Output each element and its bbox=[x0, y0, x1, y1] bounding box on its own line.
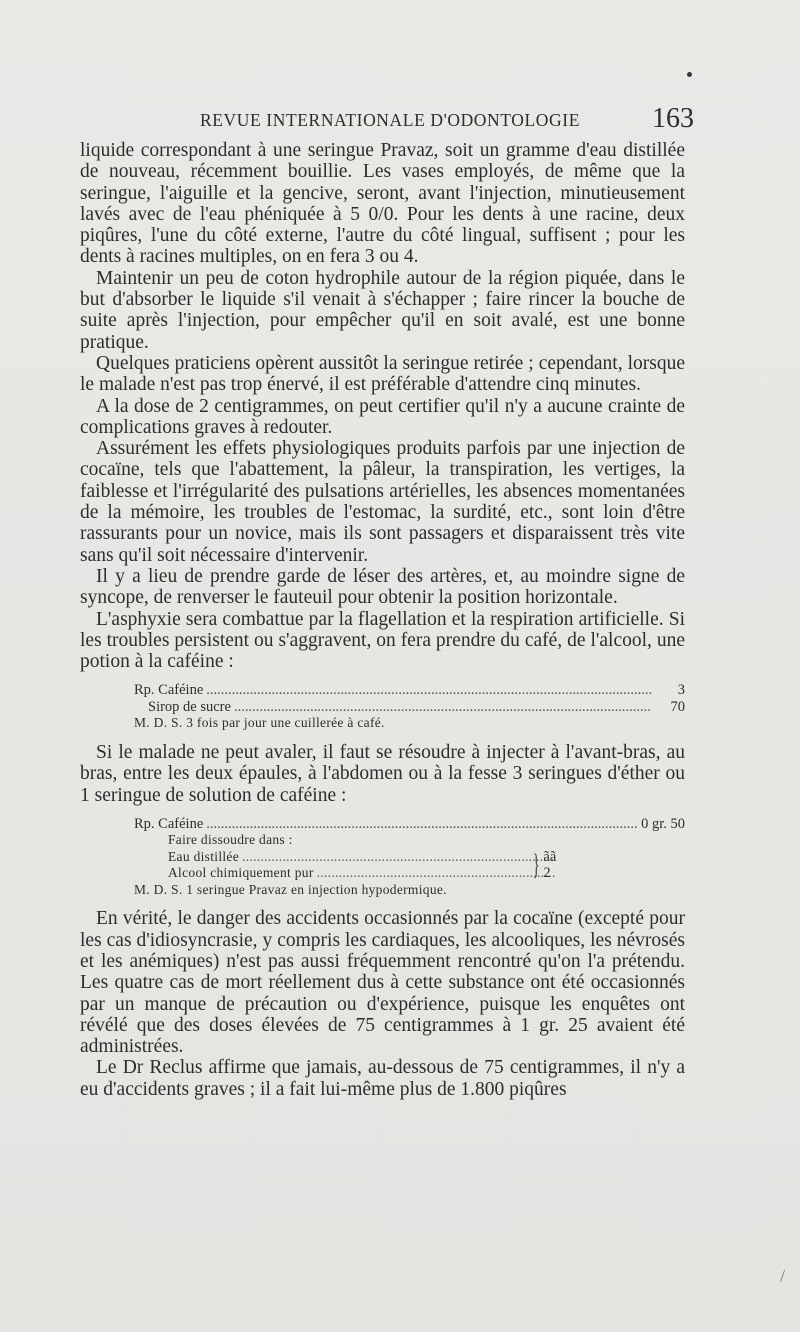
body-text bbox=[80, 140, 685, 1100]
recipe-quantity: 3 bbox=[677, 682, 685, 699]
recipe-line bbox=[134, 682, 685, 699]
recipe-quantity: ãã 2 bbox=[543, 848, 557, 882]
page-number: 163 bbox=[652, 103, 694, 134]
paragraph: A la dose de 2 centigrammes, on peut certifier qu'il n'y a aucune crainte de complications graves à redouter. bbox=[80, 395, 685, 438]
brace-quantity bbox=[529, 849, 558, 882]
margin-pencil-mark bbox=[780, 1270, 785, 1282]
recipe-caffeine-potion bbox=[134, 682, 685, 732]
running-title: REVUE INTERNATIONALE D'ODONTOLOGIE bbox=[200, 110, 580, 130]
leader-dots bbox=[206, 682, 652, 699]
paragraph: Si le malade ne peut avaler, il faut se résoudre à injecter à l'avant-bras, au bras, entre les deux épaules, à l'abdomen ou à la fesse 3 seringues d'éther ou 1 seringue de solution de caféine : bbox=[80, 741, 685, 806]
leader-dots bbox=[206, 816, 638, 833]
paragraph: Il y a lieu de prendre garde de léser des artères, et, au moindre signe de syncope, de renverser le fauteuil pour obtenir la position horizontale. bbox=[80, 565, 685, 609]
recipe-caffeine-injection bbox=[134, 816, 685, 899]
recipe-quantity: 0 gr. 50 bbox=[641, 815, 685, 832]
leader-dots bbox=[242, 849, 555, 866]
recipe-directions: M. D. S. 3 fois par jour une cuillerée à café. bbox=[134, 715, 385, 731]
recipe-brace-group bbox=[134, 849, 558, 882]
ink-dot bbox=[687, 72, 692, 77]
paragraph: liquide correspondant à une seringue Pravaz, soit un gramme d'eau distillée de nouveau, récemment bouillie. Les vases employés, de même que la seringue, l'aiguille et la gencive, seront, avant l'injection, minutieusement lavés avec de l'eau phéniquée à 5 0/0. Pour les dents à une racine, deux piqûres, l'une du côté externe, l'autre du côté lingual, suffisent ; pour les dents à racines multiples, on en fera 3 ou 4. bbox=[80, 140, 685, 268]
paragraph: Le Dr Reclus affirme que jamais, au-dessous de 75 centigrammes, il n'y a eu d'accidents graves ; il a fait lui-même plus de 1.800 piqûres bbox=[80, 1057, 685, 1100]
recipe-ingredient: Rp. Caféine bbox=[134, 815, 204, 832]
recipe-ingredient: Alcool chimiquement pur bbox=[168, 865, 314, 881]
recipe-line bbox=[168, 865, 558, 882]
recipe-instruction: Faire dissoudre dans : bbox=[168, 832, 293, 848]
recipe-ingredient: Eau distillée bbox=[168, 848, 240, 864]
recipe-line bbox=[134, 816, 685, 833]
recipe-line bbox=[134, 699, 685, 716]
right-brace-icon: } bbox=[532, 848, 540, 882]
paragraph: En vérité, le danger des accidents occasionnés par la cocaïne (excepté pour les cas d'idiosyncrasie, y compris les cardiaques, les alcooliques, les névrosés et les anémiques) n'est pas aussi fréquemment rencontré qu'on l'a prétendu. Les quatre cas de mort réellement dus à cette substance ont été occasionnés par un manque de précaution ou d'expérience, puisque les enquêtes ont révélé que des doses élevées de 75 centigrammes à 1 gr. 25 avaient été administrées. bbox=[80, 908, 685, 1058]
paragraph: Quelques praticiens opèrent aussitôt la seringue retirée ; cependant, lorsque le malade n'est pas trop énervé, il est préférable d'attendre cinq minutes. bbox=[80, 352, 685, 396]
leader-dots bbox=[234, 699, 652, 716]
recipe-ingredient: Sirop de sucre bbox=[148, 698, 231, 715]
recipe-ingredient: Rp. Caféine bbox=[134, 682, 204, 699]
paragraph: Assurément les effets physiologiques produits parfois par une injection de cocaïne, tels que l'abattement, la pâleur, la transpiration, les vertiges, la faiblesse et l'irrégularité des pulsations artérielles, les absences momentanées de la mémoire, les troubles de l'estomac, la surdité, etc., sont loin d'être rassurants pour un novice, mais ils sont passagers et disparaissent très vite sans qu'il soit nécessaire d'intervenir. bbox=[80, 438, 685, 566]
recipe-directions: M. D. S. 1 seringue Pravaz en injection hypodermique. bbox=[134, 881, 447, 897]
paragraph: L'asphyxie sera combattue par la flagellation et la respiration artificielle. Si les troubles persistent ou s'aggravent, on fera prendre du café, de l'alcool, une potion à la caféine : bbox=[80, 608, 685, 673]
paragraph: Maintenir un peu de coton hydrophile autour de la région piquée, dans le but d'absorber le liquide s'il venait à s'échapper ; faire rincer la bouche de suite après l'injection, pour empêcher qu'il en soit avalé, est une bonne pratique. bbox=[80, 267, 685, 353]
leader-dots bbox=[317, 865, 555, 882]
recipe-quantity: 70 bbox=[670, 698, 685, 715]
recipe-line bbox=[168, 849, 558, 866]
